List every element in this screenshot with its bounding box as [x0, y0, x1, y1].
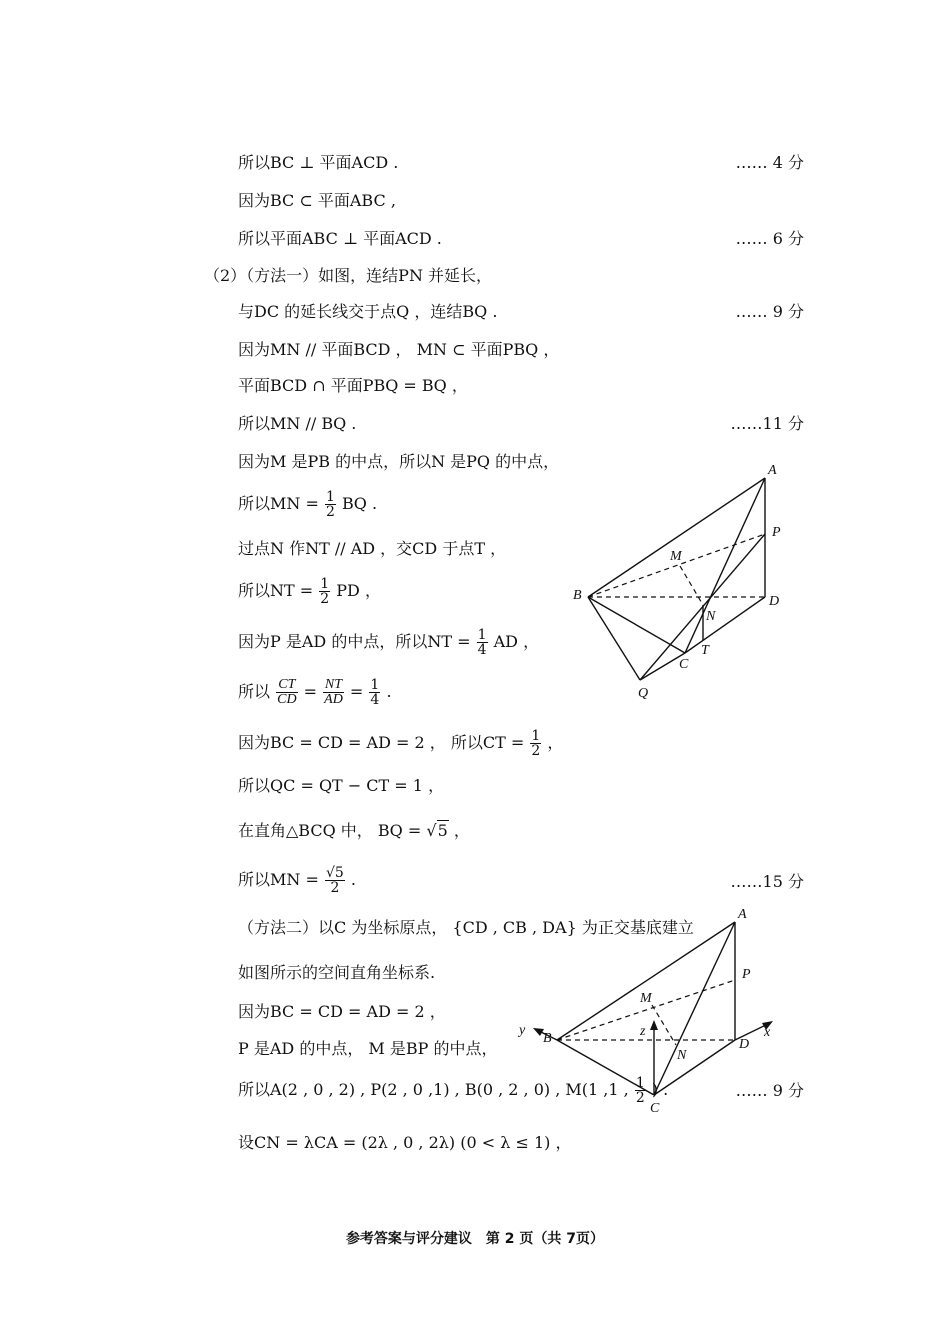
fraction: $\frac{CT}{CD}$: [277, 677, 297, 707]
text-line-3: 所以平面ABC ⊥ 平面ACD .: [238, 229, 442, 248]
fraction: $\frac{1}{2}$: [320, 576, 330, 607]
fraction: $\frac{1}{2}$: [325, 489, 335, 520]
geometry-figure-1: [560, 455, 790, 705]
figure1-label: P: [772, 525, 781, 540]
figure2-label: D: [739, 1037, 750, 1052]
figure2-label: B: [543, 1031, 552, 1046]
text-line-7: 平面BCD ∩ 平面PBQ = BQ ，: [238, 376, 468, 395]
text-line-18: 所以MN = $\frac{√5}{2}$ .: [238, 865, 356, 896]
text-line-22: P 是AD 的中点， M 是BP 的中点，: [238, 1039, 498, 1058]
score-mark: …… 9 分: [735, 302, 804, 321]
figure1-label: A: [768, 463, 777, 478]
part-2-heading: （2）（方法一）如图，连结PN 并延长，: [204, 266, 493, 285]
fraction: $\frac{1}{4}$: [370, 677, 380, 708]
figure2-label: x: [764, 1025, 771, 1040]
score-mark: …… 4 分: [735, 153, 804, 172]
text-line-16: 所以QC = QT − CT = 1 ，: [238, 776, 445, 795]
text-line-8: 所以MN // BQ .: [238, 414, 357, 433]
text-line-2: 因为BC ⊂ 平面ABC ,: [238, 191, 396, 210]
figure2-label: M: [640, 991, 652, 1006]
figure1-label: Q: [638, 686, 649, 701]
text-line-23: 所以A(2 , 0 , 2) , P(2 , 0 ,1) , B(0 , 2 , 0) , M(1 ,1 , $\frac{1}{2}$ ) .: [238, 1075, 669, 1106]
text-line-1: 所以BC ⊥ 平面ACD .: [238, 153, 399, 172]
figure1-label: C: [679, 657, 689, 672]
score-mark: …… 9 分: [735, 1081, 804, 1100]
figure2-label: A: [738, 907, 747, 922]
figure2-label: P: [742, 967, 751, 982]
page-footer: 参考答案与评分建议 第 2 页（共 7页）: [345, 1231, 605, 1247]
figure2-label: z: [640, 1024, 646, 1039]
text-line-6: 因为MN // 平面BCD ， MN ⊂ 平面PBQ ，: [238, 340, 560, 359]
sqrt-value: 5: [437, 821, 448, 840]
text-line-24: 设CN = λCA = (2λ , 0 , 2λ) (0 < λ ≤ 1) ，: [238, 1133, 572, 1152]
fraction: $\frac{NT}{AD}$: [324, 677, 343, 707]
figure1-label: N: [706, 609, 716, 624]
text-line-12: 所以NT = $\frac{1}{2}$ PD ，: [238, 576, 381, 607]
figure2-label: C: [650, 1101, 660, 1116]
text-line-15: 因为BC = CD = AD = 2 ， 所以CT = $\frac{1}{2}$ ，: [238, 728, 564, 759]
text-line-13: 因为P 是AD 的中点，所以NT = $\frac{1}{4}$ AD ，: [238, 627, 540, 658]
text-line-20: 如图所示的空间直角坐标系.: [238, 963, 436, 982]
score-mark: ……15 分: [730, 872, 804, 891]
figure2-label: N: [677, 1048, 687, 1063]
text-line-14: 所以 $\frac{CT}{CD}$ = $\frac{NT}{AD}$ = $\frac{1}{4}$ .: [238, 677, 392, 708]
text-line-10: 所以MN = $\frac{1}{2}$ BQ .: [238, 489, 378, 520]
text-line-17: 在直角△BCQ 中， BQ = √5 ，: [238, 821, 470, 840]
text-line-21: 因为BC = CD = AD = 2 ，: [238, 1002, 446, 1021]
fraction: $\frac{√5}{2}$: [325, 865, 344, 896]
geometry-figure-2: [515, 900, 785, 1120]
figure1-label: M: [670, 549, 682, 564]
score-mark: …… 6 分: [735, 229, 804, 248]
fraction: $\frac{1}{2}$: [635, 1075, 645, 1106]
figure1-label: B: [573, 588, 582, 603]
text-line-19: （方法二）以C 为坐标原点， {CD , CB , DA} 为正交基底建立: [238, 918, 694, 937]
figure1-label: T: [701, 643, 709, 658]
text-line-5: 与DC 的延长线交于点Q ，连结BQ .: [238, 302, 498, 321]
fraction: $\frac{1}{4}$: [477, 627, 487, 658]
text-line-11: 过点N 作NT // AD ，交CD 于点T ，: [238, 539, 507, 558]
figure1-label: D: [769, 594, 780, 609]
text-line-9: 因为M 是PB 的中点，所以N 是PQ 的中点，: [238, 452, 560, 471]
figure2-label: y: [519, 1023, 526, 1038]
fraction: $\frac{1}{2}$: [531, 728, 541, 759]
score-mark: ……11 分: [730, 414, 804, 433]
